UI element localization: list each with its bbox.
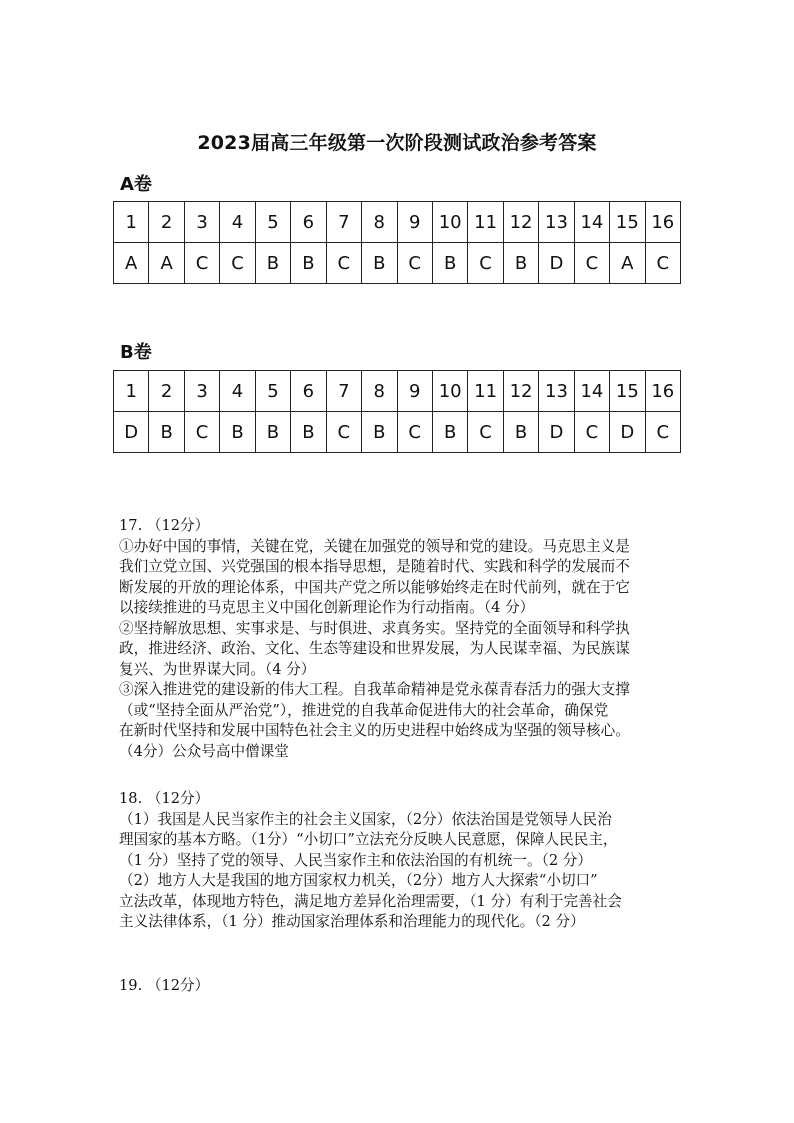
answer-line: 主义法律体系，（1 分）推动国家治理体系和治理能力的现代化。（2 分） bbox=[119, 913, 585, 930]
answer-cell: A bbox=[610, 243, 645, 284]
question-number-cell: 15 bbox=[610, 371, 645, 412]
answer-cell: C bbox=[645, 412, 680, 453]
question-number-cell: 4 bbox=[220, 371, 255, 412]
question-number-cell: 11 bbox=[468, 202, 503, 243]
answer-line: 17. （12分） bbox=[119, 517, 210, 534]
answer-cell: B bbox=[362, 243, 397, 284]
question-number-cell: 5 bbox=[255, 202, 290, 243]
question-number-cell: 5 bbox=[255, 371, 290, 412]
question-number-cell: 13 bbox=[539, 202, 574, 243]
answer-cell: A bbox=[114, 243, 149, 284]
answer-line: 19. （12分） bbox=[119, 977, 210, 994]
answer-cell: B bbox=[503, 243, 538, 284]
question-number-row bbox=[114, 202, 681, 243]
question-18-answer bbox=[119, 789, 699, 933]
answer-line: （或“坚持全面从严治党”），推进党的自我革命促进伟大的社会革命，确保党 bbox=[119, 701, 609, 719]
question-number-cell: 7 bbox=[326, 202, 361, 243]
question-number-cell: 12 bbox=[503, 202, 538, 243]
answer-cell: B bbox=[255, 412, 290, 453]
question-number-cell: 16 bbox=[645, 371, 680, 412]
answer-line: 以接续推进的马克思主义中国化创新理论作为行动指南。（4 分） bbox=[119, 599, 535, 616]
section-b-label: B卷 bbox=[120, 342, 152, 363]
answer-cell: C bbox=[645, 243, 680, 284]
question-number-cell: 15 bbox=[610, 202, 645, 243]
answer-line: 在新时代坚持和发展中国特色社会主义的历史进程中始终成为坚强的领导核心。 bbox=[119, 722, 630, 739]
question-number-cell: 10 bbox=[432, 371, 467, 412]
answer-table-a bbox=[113, 201, 681, 284]
answer-line: ②坚持解放思想、实事求是、与时俱进、求真务实。坚持党的全面领导和科学执 bbox=[119, 619, 630, 637]
answer-cell: B bbox=[255, 243, 290, 284]
answer-line: （4分）公众号高中僧课堂 bbox=[119, 742, 289, 760]
answer-row bbox=[114, 412, 681, 453]
answer-cell: C bbox=[184, 412, 219, 453]
question-number-cell: 12 bbox=[503, 371, 538, 412]
question-number-cell: 8 bbox=[362, 371, 397, 412]
answer-cell: B bbox=[291, 243, 326, 284]
answer-cell: C bbox=[220, 243, 255, 284]
answer-line: 复兴、为世界谋大同。（4 分） bbox=[119, 660, 316, 678]
question-number-cell: 6 bbox=[291, 202, 326, 243]
answer-cell: C bbox=[184, 243, 219, 284]
answer-cell: C bbox=[468, 412, 503, 453]
answer-cell: D bbox=[539, 243, 574, 284]
question-number-cell: 1 bbox=[114, 202, 149, 243]
answer-cell: C bbox=[397, 243, 432, 284]
answer-line: 我们立党立国、兴党强国的根本指导思想，是随着时代、实践和科学的发展而不 bbox=[119, 558, 630, 575]
question-17-answer bbox=[119, 516, 699, 762]
page-title: 2023届高三年级第一次阶段测试政治参考答案 bbox=[197, 132, 597, 154]
answer-cell: B bbox=[432, 243, 467, 284]
question-number-cell: 3 bbox=[184, 371, 219, 412]
question-number-cell: 11 bbox=[468, 371, 503, 412]
question-19-answer bbox=[119, 976, 699, 997]
answer-line: ①办好中国的事情，关键在党，关键在加强党的领导和党的建设。马克思主义是 bbox=[119, 537, 630, 555]
answer-cell: C bbox=[326, 412, 361, 453]
answer-line: （1 分）坚持了党的领导、人民当家作主和依法治国的有机统一。（2 分） bbox=[119, 851, 592, 869]
answer-cell: B bbox=[362, 412, 397, 453]
answer-cell: B bbox=[291, 412, 326, 453]
question-number-cell: 6 bbox=[291, 371, 326, 412]
answer-line: （2）地方人大是我国的地方国家权力机关，（2分）地方人大探索“小切口” bbox=[119, 872, 598, 889]
answer-line: ③深入推进党的建设新的伟大工程。自我革命精神是党永葆青春活力的强大支撑 bbox=[119, 681, 630, 698]
answer-cell: D bbox=[539, 412, 574, 453]
answer-cell: C bbox=[326, 243, 361, 284]
question-number-cell: 9 bbox=[397, 371, 432, 412]
question-number-cell: 14 bbox=[574, 371, 609, 412]
answer-cell: C bbox=[468, 243, 503, 284]
question-number-cell: 3 bbox=[184, 202, 219, 243]
answer-row bbox=[114, 243, 681, 284]
question-number-cell: 9 bbox=[397, 202, 432, 243]
question-number-cell: 2 bbox=[149, 202, 184, 243]
answer-cell: B bbox=[432, 412, 467, 453]
question-number-cell: 16 bbox=[645, 202, 680, 243]
answer-line: 立法改革，体现地方特色，满足地方差异化治理需要，（1 分）有利于完善社会 bbox=[119, 892, 622, 910]
answer-cell: B bbox=[149, 412, 184, 453]
question-number-cell: 1 bbox=[114, 371, 149, 412]
question-number-cell: 4 bbox=[220, 202, 255, 243]
answer-line: 断发展的开放的理论体系，中国共产党之所以能够始终走在时代前列，就在于它 bbox=[119, 578, 630, 596]
answer-line: （1）我国是人民当家作主的社会主义国家，（2分）依法治国是党领导人民治 bbox=[119, 810, 612, 828]
question-number-cell: 13 bbox=[539, 371, 574, 412]
answer-cell: A bbox=[149, 243, 184, 284]
answer-cell: C bbox=[574, 412, 609, 453]
question-number-cell: 2 bbox=[149, 371, 184, 412]
answer-cell: C bbox=[397, 412, 432, 453]
answer-table-b bbox=[113, 370, 681, 453]
answer-cell: C bbox=[574, 243, 609, 284]
question-number-row bbox=[114, 371, 681, 412]
answer-cell: B bbox=[503, 412, 538, 453]
answer-cell: D bbox=[114, 412, 149, 453]
question-number-cell: 8 bbox=[362, 202, 397, 243]
answer-cell: D bbox=[610, 412, 645, 453]
answer-line: 理国家的基本方略。（1分）“小切口”立法充分反映人民意愿，保障人民民主， bbox=[119, 831, 618, 848]
answer-line: 政，推进经济、政治、文化、生态等建设和世界发展，为人民谋幸福、为民族谋 bbox=[119, 640, 630, 657]
answer-line: 18. （12分） bbox=[119, 790, 210, 807]
question-number-cell: 14 bbox=[574, 202, 609, 243]
section-a-label: A卷 bbox=[120, 174, 152, 195]
answer-cell: B bbox=[220, 412, 255, 453]
question-number-cell: 10 bbox=[432, 202, 467, 243]
question-number-cell: 7 bbox=[326, 371, 361, 412]
